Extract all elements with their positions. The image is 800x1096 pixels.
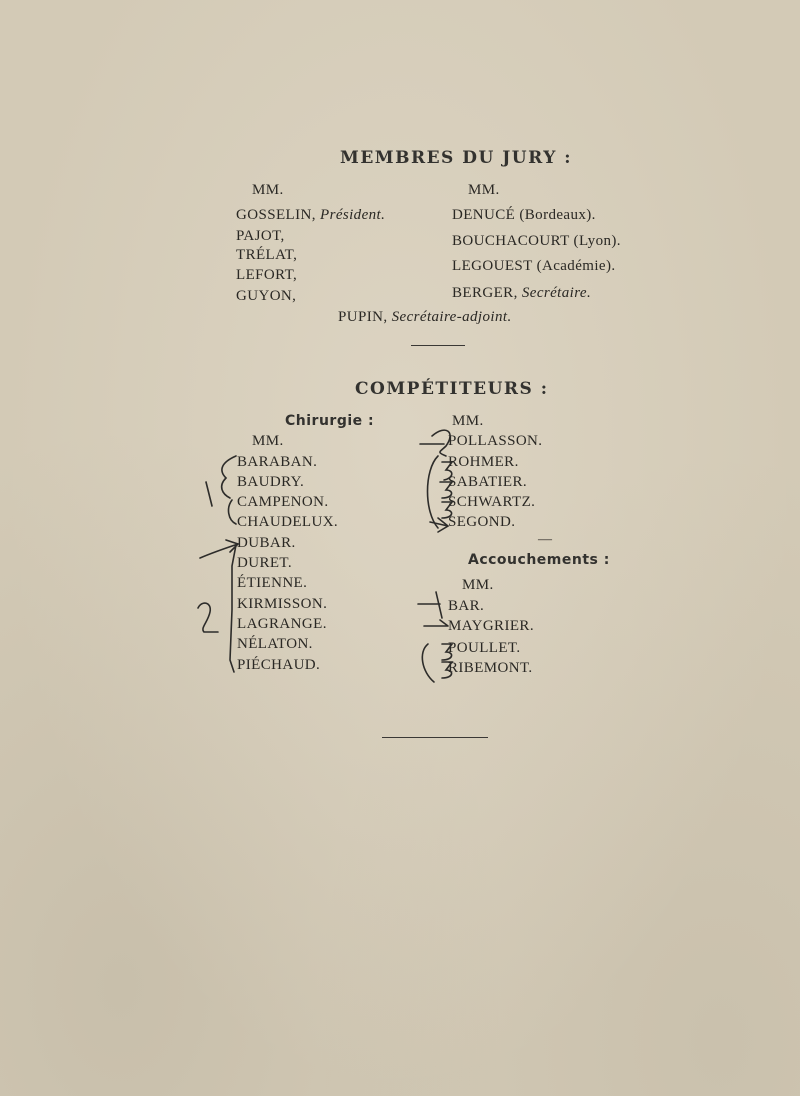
jury-member: DENUCÉ (Bordeaux).: [452, 207, 596, 223]
jury-member-name: GOSSELIN,: [236, 207, 321, 223]
jury-member: GUYON,: [236, 288, 297, 304]
competitor-name: POLLASSON.: [448, 433, 543, 449]
arrow-mark: [420, 430, 450, 456]
arrow-mark: [430, 518, 448, 532]
jury-adjoint-role: Secrétaire-adjoint.: [391, 309, 512, 325]
competitor-name: POULLET.: [448, 640, 521, 656]
bracket-mark: [222, 456, 236, 498]
competitor-name: DURET.: [237, 555, 293, 571]
jury-member: TRÉLAT,: [236, 247, 298, 263]
competitor-name: KIRMISSON.: [237, 596, 328, 612]
competitor-name: SEGOND.: [448, 514, 516, 530]
digit-two-mark: [198, 603, 218, 632]
jury-mm-left: MM.: [252, 182, 284, 198]
tick-mark: [206, 482, 212, 506]
arrow-mark: [200, 540, 238, 558]
jury-member: PAJOT,: [236, 228, 285, 244]
competitor-name: CAMPENON.: [237, 494, 329, 510]
competitor-name: LAGRANGE.: [237, 616, 327, 632]
jury-member: [236, 207, 385, 224]
jury-adjoint-name: PUPIN,: [338, 309, 392, 325]
competitor-name: BARABAN.: [237, 454, 318, 470]
bracket-mark: [230, 545, 236, 672]
competitor-name: CHAUDELUX.: [237, 514, 339, 530]
competitor-name: PIÉCHAUD.: [237, 657, 321, 673]
competitor-name: ROHMER.: [448, 454, 519, 470]
chirurgie-mm: MM.: [252, 433, 284, 449]
accouchements-mm: MM.: [462, 577, 494, 593]
competitor-name: MAYGRIER.: [448, 618, 534, 634]
jury-member: LEFORT,: [236, 267, 298, 283]
divider: [382, 737, 488, 738]
competitor-name: DUBAR.: [237, 535, 296, 551]
jury-member-role: Secrétaire.: [521, 285, 592, 301]
bracket-mark: [428, 456, 439, 528]
chirurgie-title: Chirurgie :: [285, 413, 375, 429]
jury-title: MEMBRES DU JURY :: [340, 148, 573, 168]
competitor-name: ÉTIENNE.: [237, 575, 308, 591]
divider: [411, 345, 465, 346]
competitor-name: BAR.: [448, 598, 485, 614]
jury-member: LEGOUEST (Académie).: [452, 258, 616, 274]
arrow-mark: [424, 620, 448, 626]
jury-member: [452, 285, 591, 302]
dash-mark: —: [538, 532, 553, 547]
jury-member-role: Président.: [320, 207, 386, 223]
chirurgie-suite-mm: MM.: [452, 413, 484, 429]
jury-adjoint: [338, 309, 512, 326]
jury-member-name: BERGER,: [452, 285, 522, 301]
competitor-name: SCHWARTZ.: [448, 494, 536, 510]
bracket-mark: [422, 644, 434, 682]
jury-mm-right: MM.: [468, 182, 500, 198]
digit-one-mark: [418, 592, 442, 618]
competitor-name: RIBEMONT.: [448, 660, 533, 676]
competitor-name: BAUDRY.: [237, 474, 305, 490]
competitor-name: NÉLATON.: [237, 636, 313, 652]
accouchements-title: Accouchements :: [468, 552, 610, 568]
bracket-mark: [229, 500, 236, 524]
competiteurs-title: COMPÉTITEURS :: [355, 379, 549, 399]
competitor-name: SABATIER.: [448, 474, 528, 490]
jury-member: BOUCHACOURT (Lyon).: [452, 233, 621, 249]
